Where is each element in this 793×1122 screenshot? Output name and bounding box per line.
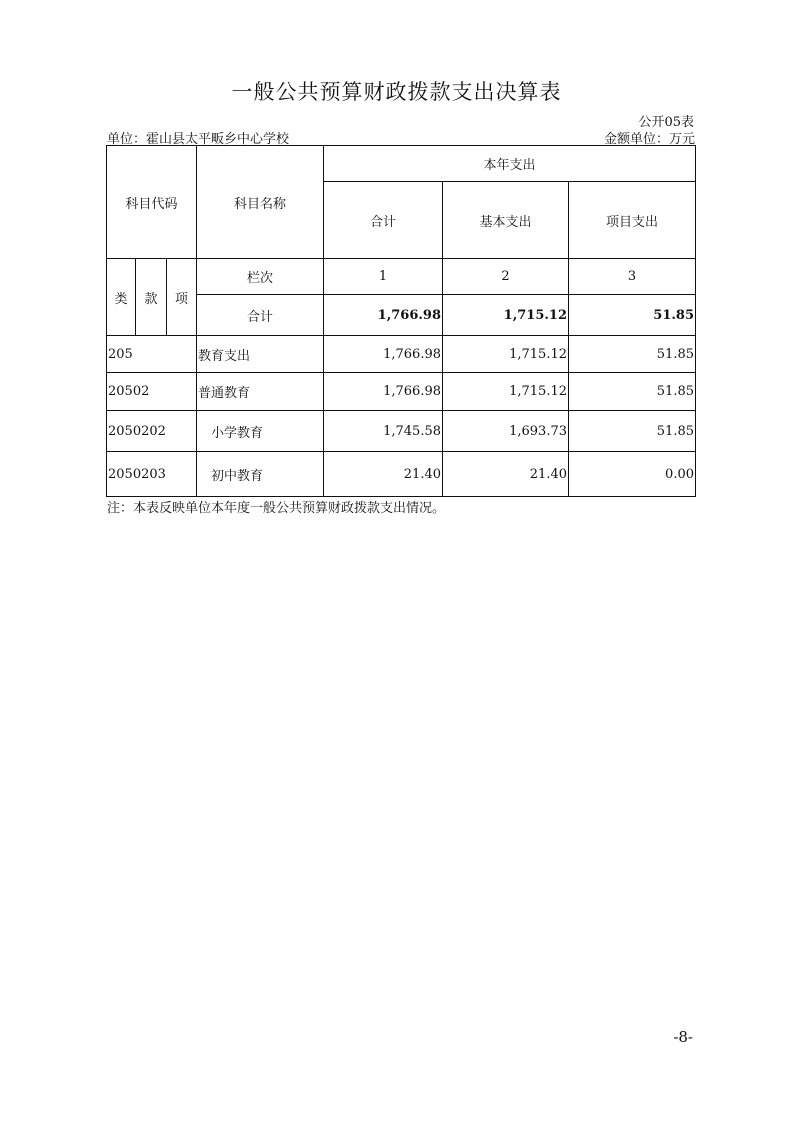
row-name: 教育支出: [197, 336, 324, 373]
amount-unit-label: 金额单位：万元: [603, 132, 695, 147]
header-project-expense: 项目支出: [569, 182, 696, 259]
header-total: 合计: [324, 182, 443, 259]
row-project: 0.00: [569, 452, 696, 497]
row-code: 205: [107, 336, 197, 373]
form-code: 公开05表: [638, 115, 694, 130]
row-basic: 21.40: [443, 452, 569, 497]
table-row: [107, 452, 696, 497]
table-row: [107, 411, 696, 452]
row-basic: 1,693.73: [443, 411, 569, 452]
page-title: 一般公共预算财政拨款支出决算表: [231, 80, 562, 104]
row-total: 1,766.98: [324, 336, 443, 373]
total-row-basic: 1,715.12: [443, 295, 569, 336]
header-section: 款: [136, 259, 167, 336]
row-project: 51.85: [569, 336, 696, 373]
total-row-project: 51.85: [569, 295, 696, 336]
table-row: [107, 336, 696, 373]
header-column-index: 栏次: [197, 259, 324, 295]
row-name: 初中教育: [197, 452, 324, 497]
row-name: 普通教育: [197, 373, 324, 411]
row-total: 1,745.58: [324, 411, 443, 452]
row-project: 51.85: [569, 411, 696, 452]
row-code: 2050202: [107, 411, 197, 452]
table-note: 注：本表反映单位本年度一般公共预算财政拨款支出情况。: [107, 501, 446, 516]
header-current-year-expense: 本年支出: [324, 146, 696, 182]
column-number-3: 3: [569, 259, 696, 295]
row-total: 1,766.98: [324, 373, 443, 411]
total-row-label: 合计: [197, 295, 324, 336]
table-row: [107, 373, 696, 411]
total-row-total: 1,766.98: [324, 295, 443, 336]
header-category: 类: [107, 259, 136, 336]
unit-label: 单位：霍山县太平畈乡中心学校: [107, 132, 290, 147]
row-name: 小学教育: [197, 411, 324, 452]
budget-table: [106, 145, 696, 497]
row-code: 2050203: [107, 452, 197, 497]
page-number: -8-: [673, 1028, 693, 1046]
row-basic: 1,715.12: [443, 373, 569, 411]
row-code: 20502: [107, 373, 197, 411]
header-basic-expense: 基本支出: [443, 182, 569, 259]
header-item: 项: [167, 259, 197, 336]
row-project: 51.85: [569, 373, 696, 411]
column-number-1: 1: [324, 259, 443, 295]
header-subject-name: 科目名称: [197, 146, 324, 259]
row-total: 21.40: [324, 452, 443, 497]
header-subject-code: 科目代码: [107, 146, 197, 259]
row-basic: 1,715.12: [443, 336, 569, 373]
column-number-2: 2: [443, 259, 569, 295]
